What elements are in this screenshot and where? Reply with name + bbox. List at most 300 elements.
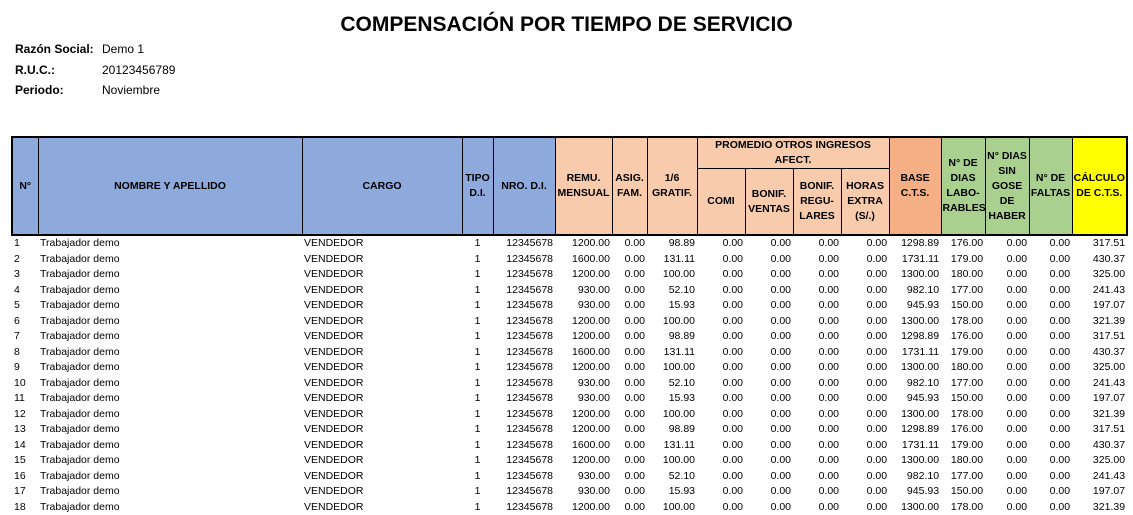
horas-extra-cell: 0.00 bbox=[841, 407, 889, 423]
remu-cell: 1200.00 bbox=[555, 500, 612, 515]
asig-cell: 0.00 bbox=[612, 469, 647, 485]
bonif-regulares-cell: 0.00 bbox=[793, 252, 841, 268]
tipo-di-cell: 1 bbox=[462, 391, 493, 407]
bonif-ventas-cell: 0.00 bbox=[745, 469, 793, 485]
dias-laborables-cell: 179.00 bbox=[941, 345, 985, 361]
nro-di-cell: 12345678 bbox=[493, 314, 555, 330]
table-row bbox=[12, 422, 1127, 438]
row-number: 2 bbox=[12, 252, 38, 268]
dias-laborables-cell: 150.00 bbox=[941, 391, 985, 407]
razon-social-value: Demo 1 bbox=[102, 42, 144, 56]
cargo-cell: VENDEDOR bbox=[302, 252, 462, 268]
cargo-cell: VENDEDOR bbox=[302, 267, 462, 283]
base-cell: 1300.00 bbox=[889, 500, 941, 515]
table-row bbox=[12, 469, 1127, 485]
header-comi: COMI bbox=[697, 169, 745, 236]
dias-sin-gose-cell: 0.00 bbox=[985, 329, 1029, 345]
dias-sin-gose-cell: 0.00 bbox=[985, 391, 1029, 407]
comi-cell: 0.00 bbox=[697, 484, 745, 500]
dias-laborables-cell: 176.00 bbox=[941, 329, 985, 345]
faltas-cell: 0.00 bbox=[1029, 469, 1072, 485]
nro-di-cell: 12345678 bbox=[493, 484, 555, 500]
cargo-cell: VENDEDOR bbox=[302, 376, 462, 392]
table-row bbox=[12, 407, 1127, 423]
row-number: 6 bbox=[12, 314, 38, 330]
nro-di-cell: 12345678 bbox=[493, 267, 555, 283]
ruc-label: R.U.C.: bbox=[15, 63, 55, 77]
remu-cell: 930.00 bbox=[555, 391, 612, 407]
gratif-cell: 100.00 bbox=[647, 453, 697, 469]
calculo-cts-cell: 317.51 bbox=[1072, 329, 1127, 345]
comi-cell: 0.00 bbox=[697, 438, 745, 454]
nombre-cell: Trabajador demo bbox=[38, 438, 302, 454]
base-cell: 1300.00 bbox=[889, 360, 941, 376]
header-bonif-ventas: BONIF. VENTAS bbox=[745, 169, 793, 236]
row-number: 9 bbox=[12, 360, 38, 376]
cargo-cell: VENDEDOR bbox=[302, 391, 462, 407]
table-row bbox=[12, 438, 1127, 454]
bonif-regulares-cell: 0.00 bbox=[793, 267, 841, 283]
header-base: BASE C.T.S. bbox=[889, 137, 941, 235]
bonif-regulares-cell: 0.00 bbox=[793, 283, 841, 299]
nombre-cell: Trabajador demo bbox=[38, 484, 302, 500]
faltas-cell: 0.00 bbox=[1029, 314, 1072, 330]
dias-sin-gose-cell: 0.00 bbox=[985, 407, 1029, 423]
dias-sin-gose-cell: 0.00 bbox=[985, 283, 1029, 299]
cargo-cell: VENDEDOR bbox=[302, 298, 462, 314]
calculo-cts-cell: 321.39 bbox=[1072, 500, 1127, 515]
dias-sin-gose-cell: 0.00 bbox=[985, 422, 1029, 438]
horas-extra-cell: 0.00 bbox=[841, 438, 889, 454]
faltas-cell: 0.00 bbox=[1029, 407, 1072, 423]
faltas-cell: 0.00 bbox=[1029, 360, 1072, 376]
table-row bbox=[12, 484, 1127, 500]
table-row bbox=[12, 376, 1127, 392]
asig-cell: 0.00 bbox=[612, 438, 647, 454]
bonif-regulares-cell: 0.00 bbox=[793, 360, 841, 376]
cargo-cell: VENDEDOR bbox=[302, 422, 462, 438]
nro-di-cell: 12345678 bbox=[493, 438, 555, 454]
comi-cell: 0.00 bbox=[697, 235, 745, 252]
comi-cell: 0.00 bbox=[697, 391, 745, 407]
nombre-cell: Trabajador demo bbox=[38, 453, 302, 469]
dias-sin-gose-cell: 0.00 bbox=[985, 267, 1029, 283]
nombre-cell: Trabajador demo bbox=[38, 267, 302, 283]
cts-table bbox=[11, 136, 1128, 515]
bonif-ventas-cell: 0.00 bbox=[745, 252, 793, 268]
row-number: 15 bbox=[12, 453, 38, 469]
faltas-cell: 0.00 bbox=[1029, 252, 1072, 268]
horas-extra-cell: 0.00 bbox=[841, 345, 889, 361]
horas-extra-cell: 0.00 bbox=[841, 422, 889, 438]
base-cell: 982.10 bbox=[889, 469, 941, 485]
asig-cell: 0.00 bbox=[612, 267, 647, 283]
nro-di-cell: 12345678 bbox=[493, 360, 555, 376]
base-cell: 945.93 bbox=[889, 484, 941, 500]
faltas-cell: 0.00 bbox=[1029, 422, 1072, 438]
asig-cell: 0.00 bbox=[612, 453, 647, 469]
tipo-di-cell: 1 bbox=[462, 422, 493, 438]
bonif-ventas-cell: 0.00 bbox=[745, 345, 793, 361]
bonif-regulares-cell: 0.00 bbox=[793, 345, 841, 361]
cargo-cell: VENDEDOR bbox=[302, 314, 462, 330]
header-faltas: N° DE FALTAS bbox=[1029, 137, 1072, 235]
table-row bbox=[12, 235, 1127, 252]
calculo-cts-cell: 430.37 bbox=[1072, 345, 1127, 361]
comi-cell: 0.00 bbox=[697, 407, 745, 423]
remu-cell: 930.00 bbox=[555, 484, 612, 500]
bonif-regulares-cell: 0.00 bbox=[793, 235, 841, 252]
bonif-ventas-cell: 0.00 bbox=[745, 329, 793, 345]
row-number: 8 bbox=[12, 345, 38, 361]
table-row bbox=[12, 314, 1127, 330]
nombre-cell: Trabajador demo bbox=[38, 252, 302, 268]
remu-cell: 930.00 bbox=[555, 376, 612, 392]
row-number: 13 bbox=[12, 422, 38, 438]
bonif-regulares-cell: 0.00 bbox=[793, 314, 841, 330]
remu-cell: 1600.00 bbox=[555, 345, 612, 361]
horas-extra-cell: 0.00 bbox=[841, 298, 889, 314]
faltas-cell: 0.00 bbox=[1029, 283, 1072, 299]
comi-cell: 0.00 bbox=[697, 267, 745, 283]
horas-extra-cell: 0.00 bbox=[841, 329, 889, 345]
table-row bbox=[12, 267, 1127, 283]
dias-laborables-cell: 177.00 bbox=[941, 469, 985, 485]
table-row bbox=[12, 360, 1127, 376]
cargo-cell: VENDEDOR bbox=[302, 345, 462, 361]
comi-cell: 0.00 bbox=[697, 469, 745, 485]
horas-extra-cell: 0.00 bbox=[841, 252, 889, 268]
tipo-di-cell: 1 bbox=[462, 376, 493, 392]
tipo-di-cell: 1 bbox=[462, 298, 493, 314]
remu-cell: 1200.00 bbox=[555, 407, 612, 423]
remu-cell: 930.00 bbox=[555, 298, 612, 314]
horas-extra-cell: 0.00 bbox=[841, 453, 889, 469]
table-row bbox=[12, 453, 1127, 469]
razon-social-label: Razón Social: bbox=[15, 42, 94, 56]
bonif-ventas-cell: 0.00 bbox=[745, 453, 793, 469]
dias-sin-gose-cell: 0.00 bbox=[985, 376, 1029, 392]
remu-cell: 930.00 bbox=[555, 283, 612, 299]
comi-cell: 0.00 bbox=[697, 345, 745, 361]
header-promedio: PROMEDIO OTROS INGRESOS AFECT. bbox=[697, 137, 889, 169]
calculo-cts-cell: 325.00 bbox=[1072, 360, 1127, 376]
faltas-cell: 0.00 bbox=[1029, 438, 1072, 454]
asig-cell: 0.00 bbox=[612, 345, 647, 361]
gratif-cell: 98.89 bbox=[647, 422, 697, 438]
tipo-di-cell: 1 bbox=[462, 252, 493, 268]
row-number: 7 bbox=[12, 329, 38, 345]
row-number: 16 bbox=[12, 469, 38, 485]
dias-sin-gose-cell: 0.00 bbox=[985, 484, 1029, 500]
gratif-cell: 52.10 bbox=[647, 469, 697, 485]
bonif-ventas-cell: 0.00 bbox=[745, 391, 793, 407]
bonif-regulares-cell: 0.00 bbox=[793, 484, 841, 500]
cargo-cell: VENDEDOR bbox=[302, 438, 462, 454]
gratif-cell: 100.00 bbox=[647, 267, 697, 283]
horas-extra-cell: 0.00 bbox=[841, 235, 889, 252]
header-bonif-regulares: BONIF. REGU- LARES bbox=[793, 169, 841, 236]
dias-sin-gose-cell: 0.00 bbox=[985, 360, 1029, 376]
dias-sin-gose-cell: 0.00 bbox=[985, 298, 1029, 314]
horas-extra-cell: 0.00 bbox=[841, 267, 889, 283]
bonif-regulares-cell: 0.00 bbox=[793, 422, 841, 438]
nombre-cell: Trabajador demo bbox=[38, 422, 302, 438]
calculo-cts-cell: 321.39 bbox=[1072, 314, 1127, 330]
dias-laborables-cell: 180.00 bbox=[941, 267, 985, 283]
asig-cell: 0.00 bbox=[612, 391, 647, 407]
remu-cell: 930.00 bbox=[555, 469, 612, 485]
base-cell: 945.93 bbox=[889, 298, 941, 314]
dias-laborables-cell: 176.00 bbox=[941, 235, 985, 252]
horas-extra-cell: 0.00 bbox=[841, 376, 889, 392]
nro-di-cell: 12345678 bbox=[493, 235, 555, 252]
comi-cell: 0.00 bbox=[697, 453, 745, 469]
calculo-cts-cell: 317.51 bbox=[1072, 235, 1127, 252]
faltas-cell: 0.00 bbox=[1029, 500, 1072, 515]
remu-cell: 1200.00 bbox=[555, 267, 612, 283]
base-cell: 1300.00 bbox=[889, 407, 941, 423]
gratif-cell: 100.00 bbox=[647, 500, 697, 515]
calculo-cts-cell: 430.37 bbox=[1072, 252, 1127, 268]
horas-extra-cell: 0.00 bbox=[841, 391, 889, 407]
asig-cell: 0.00 bbox=[612, 329, 647, 345]
row-number: 11 bbox=[12, 391, 38, 407]
calculo-cts-cell: 197.07 bbox=[1072, 484, 1127, 500]
calculo-cts-cell: 430.37 bbox=[1072, 438, 1127, 454]
tipo-di-cell: 1 bbox=[462, 314, 493, 330]
nro-di-cell: 12345678 bbox=[493, 391, 555, 407]
nombre-cell: Trabajador demo bbox=[38, 469, 302, 485]
bonif-ventas-cell: 0.00 bbox=[745, 235, 793, 252]
dias-laborables-cell: 150.00 bbox=[941, 484, 985, 500]
base-cell: 945.93 bbox=[889, 391, 941, 407]
faltas-cell: 0.00 bbox=[1029, 391, 1072, 407]
asig-cell: 0.00 bbox=[612, 360, 647, 376]
asig-cell: 0.00 bbox=[612, 422, 647, 438]
calculo-cts-cell: 317.51 bbox=[1072, 422, 1127, 438]
gratif-cell: 100.00 bbox=[647, 360, 697, 376]
nro-di-cell: 12345678 bbox=[493, 252, 555, 268]
calculo-cts-cell: 321.39 bbox=[1072, 407, 1127, 423]
gratif-cell: 52.10 bbox=[647, 283, 697, 299]
asig-cell: 0.00 bbox=[612, 407, 647, 423]
bonif-ventas-cell: 0.00 bbox=[745, 360, 793, 376]
cargo-cell: VENDEDOR bbox=[302, 283, 462, 299]
bonif-regulares-cell: 0.00 bbox=[793, 438, 841, 454]
tipo-di-cell: 1 bbox=[462, 407, 493, 423]
calculo-cts-cell: 325.00 bbox=[1072, 453, 1127, 469]
bonif-regulares-cell: 0.00 bbox=[793, 453, 841, 469]
table-row bbox=[12, 252, 1127, 268]
dias-laborables-cell: 178.00 bbox=[941, 314, 985, 330]
dias-sin-gose-cell: 0.00 bbox=[985, 345, 1029, 361]
comi-cell: 0.00 bbox=[697, 422, 745, 438]
nro-di-cell: 12345678 bbox=[493, 469, 555, 485]
tipo-di-cell: 1 bbox=[462, 235, 493, 252]
bonif-regulares-cell: 0.00 bbox=[793, 376, 841, 392]
dias-laborables-cell: 177.00 bbox=[941, 283, 985, 299]
tipo-di-cell: 1 bbox=[462, 438, 493, 454]
bonif-ventas-cell: 0.00 bbox=[745, 438, 793, 454]
comi-cell: 0.00 bbox=[697, 283, 745, 299]
asig-cell: 0.00 bbox=[612, 283, 647, 299]
cargo-cell: VENDEDOR bbox=[302, 235, 462, 252]
base-cell: 982.10 bbox=[889, 283, 941, 299]
nro-di-cell: 12345678 bbox=[493, 407, 555, 423]
faltas-cell: 0.00 bbox=[1029, 329, 1072, 345]
dias-laborables-cell: 178.00 bbox=[941, 500, 985, 515]
nro-di-cell: 12345678 bbox=[493, 345, 555, 361]
asig-cell: 0.00 bbox=[612, 500, 647, 515]
base-cell: 1731.11 bbox=[889, 252, 941, 268]
calculo-cts-cell: 241.43 bbox=[1072, 376, 1127, 392]
calculo-cts-cell: 325.00 bbox=[1072, 267, 1127, 283]
gratif-cell: 131.11 bbox=[647, 345, 697, 361]
row-number: 17 bbox=[12, 484, 38, 500]
base-cell: 1298.89 bbox=[889, 235, 941, 252]
base-cell: 982.10 bbox=[889, 376, 941, 392]
asig-cell: 0.00 bbox=[612, 235, 647, 252]
comi-cell: 0.00 bbox=[697, 329, 745, 345]
dias-sin-gose-cell: 0.00 bbox=[985, 314, 1029, 330]
dias-laborables-cell: 178.00 bbox=[941, 407, 985, 423]
horas-extra-cell: 0.00 bbox=[841, 360, 889, 376]
dias-sin-gose-cell: 0.00 bbox=[985, 469, 1029, 485]
dias-sin-gose-cell: 0.00 bbox=[985, 252, 1029, 268]
gratif-cell: 100.00 bbox=[647, 407, 697, 423]
header-asig: ASIG. FAM. bbox=[612, 137, 647, 235]
cargo-cell: VENDEDOR bbox=[302, 329, 462, 345]
periodo-label: Periodo: bbox=[15, 83, 64, 97]
calculo-cts-cell: 241.43 bbox=[1072, 283, 1127, 299]
header-horas-extra: HORAS EXTRA (S/.) bbox=[841, 169, 889, 236]
nombre-cell: Trabajador demo bbox=[38, 391, 302, 407]
horas-extra-cell: 0.00 bbox=[841, 500, 889, 515]
table-row bbox=[12, 283, 1127, 299]
dias-laborables-cell: 179.00 bbox=[941, 438, 985, 454]
nombre-cell: Trabajador demo bbox=[38, 360, 302, 376]
gratif-cell: 15.93 bbox=[647, 298, 697, 314]
bonif-ventas-cell: 0.00 bbox=[745, 422, 793, 438]
row-number: 12 bbox=[12, 407, 38, 423]
gratif-cell: 131.11 bbox=[647, 438, 697, 454]
gratif-cell: 15.93 bbox=[647, 391, 697, 407]
tipo-di-cell: 1 bbox=[462, 484, 493, 500]
row-number: 1 bbox=[12, 235, 38, 252]
nombre-cell: Trabajador demo bbox=[38, 329, 302, 345]
faltas-cell: 0.00 bbox=[1029, 298, 1072, 314]
nro-di-cell: 12345678 bbox=[493, 500, 555, 515]
nombre-cell: Trabajador demo bbox=[38, 345, 302, 361]
header-n: N° bbox=[12, 137, 38, 235]
remu-cell: 1200.00 bbox=[555, 422, 612, 438]
remu-cell: 1600.00 bbox=[555, 252, 612, 268]
gratif-cell: 15.93 bbox=[647, 484, 697, 500]
nombre-cell: Trabajador demo bbox=[38, 500, 302, 515]
gratif-cell: 131.11 bbox=[647, 252, 697, 268]
company-info bbox=[15, 42, 315, 102]
cargo-cell: VENDEDOR bbox=[302, 500, 462, 515]
base-cell: 1300.00 bbox=[889, 267, 941, 283]
dias-laborables-cell: 150.00 bbox=[941, 298, 985, 314]
tipo-di-cell: 1 bbox=[462, 500, 493, 515]
header-dias-sin-gose: N° DIAS SIN GOSE DE HABER bbox=[985, 137, 1029, 235]
header-nombre: NOMBRE Y APELLIDO bbox=[38, 137, 302, 235]
dias-laborables-cell: 180.00 bbox=[941, 453, 985, 469]
remu-cell: 1200.00 bbox=[555, 453, 612, 469]
nro-di-cell: 12345678 bbox=[493, 283, 555, 299]
base-cell: 1731.11 bbox=[889, 438, 941, 454]
bonif-ventas-cell: 0.00 bbox=[745, 267, 793, 283]
tipo-di-cell: 1 bbox=[462, 267, 493, 283]
cargo-cell: VENDEDOR bbox=[302, 469, 462, 485]
faltas-cell: 0.00 bbox=[1029, 484, 1072, 500]
bonif-regulares-cell: 0.00 bbox=[793, 407, 841, 423]
asig-cell: 0.00 bbox=[612, 252, 647, 268]
ruc-value: 20123456789 bbox=[102, 63, 175, 77]
table-row bbox=[12, 500, 1127, 515]
periodo-value: Noviembre bbox=[102, 83, 160, 97]
asig-cell: 0.00 bbox=[612, 376, 647, 392]
gratif-cell: 52.10 bbox=[647, 376, 697, 392]
comi-cell: 0.00 bbox=[697, 298, 745, 314]
cargo-cell: VENDEDOR bbox=[302, 407, 462, 423]
horas-extra-cell: 0.00 bbox=[841, 283, 889, 299]
comi-cell: 0.00 bbox=[697, 252, 745, 268]
horas-extra-cell: 0.00 bbox=[841, 469, 889, 485]
row-number: 18 bbox=[12, 500, 38, 515]
calculo-cts-cell: 197.07 bbox=[1072, 391, 1127, 407]
header-nro-di: NRO. D.I. bbox=[493, 137, 555, 235]
dias-laborables-cell: 177.00 bbox=[941, 376, 985, 392]
dias-laborables-cell: 180.00 bbox=[941, 360, 985, 376]
horas-extra-cell: 0.00 bbox=[841, 484, 889, 500]
nombre-cell: Trabajador demo bbox=[38, 235, 302, 252]
dias-sin-gose-cell: 0.00 bbox=[985, 438, 1029, 454]
base-cell: 1300.00 bbox=[889, 314, 941, 330]
bonif-ventas-cell: 0.00 bbox=[745, 484, 793, 500]
nro-di-cell: 12345678 bbox=[493, 453, 555, 469]
comi-cell: 0.00 bbox=[697, 314, 745, 330]
remu-cell: 1200.00 bbox=[555, 235, 612, 252]
table-row bbox=[12, 345, 1127, 361]
base-cell: 1298.89 bbox=[889, 422, 941, 438]
nombre-cell: Trabajador demo bbox=[38, 283, 302, 299]
bonif-ventas-cell: 0.00 bbox=[745, 298, 793, 314]
row-number: 3 bbox=[12, 267, 38, 283]
base-cell: 1731.11 bbox=[889, 345, 941, 361]
comi-cell: 0.00 bbox=[697, 500, 745, 515]
bonif-regulares-cell: 0.00 bbox=[793, 391, 841, 407]
nombre-cell: Trabajador demo bbox=[38, 407, 302, 423]
remu-cell: 1600.00 bbox=[555, 438, 612, 454]
bonif-ventas-cell: 0.00 bbox=[745, 407, 793, 423]
dias-laborables-cell: 179.00 bbox=[941, 252, 985, 268]
nro-di-cell: 12345678 bbox=[493, 376, 555, 392]
tipo-di-cell: 1 bbox=[462, 469, 493, 485]
bonif-ventas-cell: 0.00 bbox=[745, 376, 793, 392]
row-number: 10 bbox=[12, 376, 38, 392]
comi-cell: 0.00 bbox=[697, 376, 745, 392]
cargo-cell: VENDEDOR bbox=[302, 360, 462, 376]
faltas-cell: 0.00 bbox=[1029, 453, 1072, 469]
comi-cell: 0.00 bbox=[697, 360, 745, 376]
row-number: 14 bbox=[12, 438, 38, 454]
tipo-di-cell: 1 bbox=[462, 283, 493, 299]
cargo-cell: VENDEDOR bbox=[302, 453, 462, 469]
table-row bbox=[12, 329, 1127, 345]
